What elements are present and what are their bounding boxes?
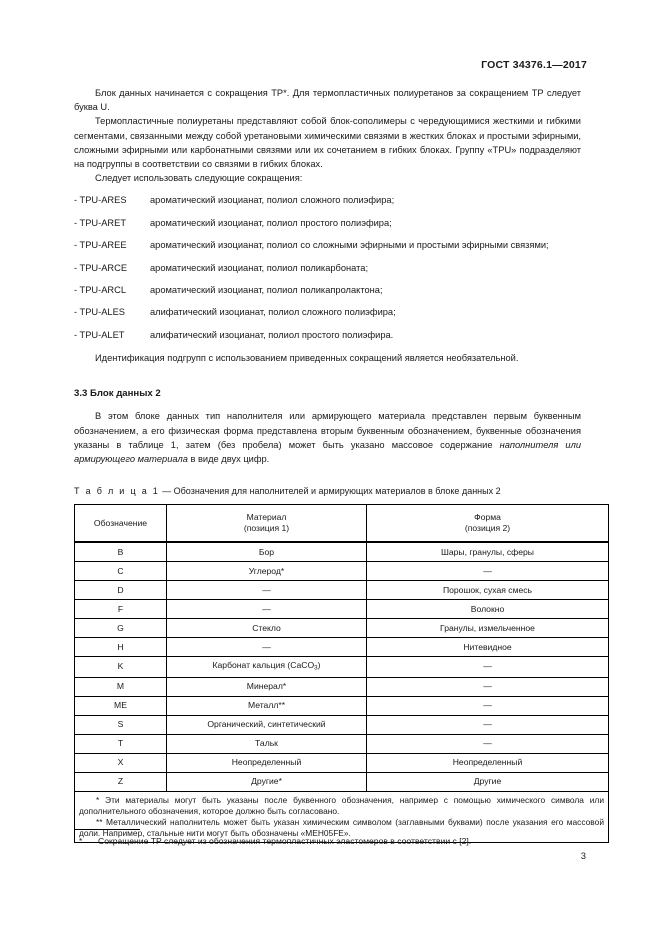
table-row xyxy=(75,562,609,581)
column-header-line1: Форма xyxy=(474,512,501,523)
cell-form: — xyxy=(367,677,609,696)
cell-code: K xyxy=(75,657,167,677)
table-row xyxy=(75,734,609,753)
cell-code: T xyxy=(75,734,167,753)
list-item xyxy=(74,284,581,297)
abbreviation-code: - TPU-ARCE xyxy=(74,262,128,273)
cell-form: — xyxy=(367,715,609,734)
list-item xyxy=(74,239,581,252)
paragraph-identification-optional: Идентификация подгрупп с использованием приведенных сокращений является необязательной. xyxy=(95,353,519,364)
paragraph-tpu-description: Термопластичные полиуретаны представляют собой блок-сополимеры с чередующимися жесткими и гибкими сегментами, связанными между собой уретановыми химическими связями в жестких блоках и простыми эфирными, сложными эфирными или карбонатными связями или их сочетанием в гибких блоках. Группу «TPU» подразделяют на подгруппы в соответствии со связями в гибких блоках. xyxy=(74,116,581,170)
cell-form: Нитевидное xyxy=(367,638,609,657)
paragraph-section-3-3-body xyxy=(74,409,581,466)
footnote-text: Сокращение TP следует из обозначения термопластичных эластомеров в соответствии с [2]. xyxy=(98,836,472,846)
column-header-line2: (позиция 1) xyxy=(243,523,290,534)
list-item xyxy=(74,262,581,275)
abbreviation-code: - TPU-ALES xyxy=(74,307,125,318)
column-header-line2: (позиция 2) xyxy=(464,523,511,534)
table-row xyxy=(75,581,609,600)
cell-material: Минерал* xyxy=(167,677,367,696)
table-row xyxy=(75,619,609,638)
cell-code: X xyxy=(75,753,167,772)
document-body xyxy=(74,86,604,843)
paragraph-text-part1: В этом блоке данных тип наполнителя или армирующего материала представлен первым буквенным обозначением, а его физическая форма представлена вторым буквенным обозначением, буквенные обозначения указаны в таблице 1, затем (без пробела) может быть указано массовое содержание xyxy=(74,411,581,450)
footnote-marker: * xyxy=(79,836,83,846)
table-note-double-asterisk: ** Металлический наполнитель может быть указан химическим символом (заглавными буквами) после указания его массовой доли. Например, стальные нити могут быть обозначены «MEH05FE». xyxy=(79,816,604,838)
cell-form: Неопределенный xyxy=(367,753,609,772)
cell-material: — xyxy=(167,638,367,657)
table-body xyxy=(75,542,609,842)
cell-form: — xyxy=(367,696,609,715)
paragraph-data-block-intro: Блок данных начинается с сокращения TP*. Для термопластичных полиуретанов за сокращением TP следует буква U. xyxy=(74,88,581,113)
footnote-separator-rule xyxy=(74,829,140,830)
table-row xyxy=(75,753,609,772)
cell-code: H xyxy=(75,638,167,657)
cell-material: Бор xyxy=(167,542,367,562)
cell-code: M xyxy=(75,677,167,696)
abbreviation-description: ароматический изоцианат, полиол со сложными эфирными и простыми эфирными связями; xyxy=(150,240,549,251)
cell-form: Порошок, сухая смесь xyxy=(367,581,609,600)
abbreviation-code: - TPU-ARET xyxy=(74,217,126,228)
cell-code: ME xyxy=(75,696,167,715)
section-heading-3-3: 3.3 Блок данных 2 xyxy=(74,388,161,400)
cell-material: Неопределенный xyxy=(167,753,367,772)
table-row xyxy=(75,542,609,562)
paragraph-text-italic: наполнителя или армирующего материала xyxy=(74,439,581,464)
table-row xyxy=(75,600,609,619)
list-item xyxy=(74,306,581,319)
cell-form: — xyxy=(367,562,609,581)
paragraph-text-part2: в виде двух цифр. xyxy=(187,453,270,464)
page-number: 3 xyxy=(580,850,586,861)
table-row xyxy=(75,715,609,734)
cell-material: Стекло xyxy=(167,619,367,638)
cell-code: B xyxy=(75,542,167,562)
cell-form: Волокно xyxy=(367,600,609,619)
cell-code: S xyxy=(75,715,167,734)
cell-code: D xyxy=(75,581,167,600)
cell-code: G xyxy=(75,619,167,638)
cell-form: Шары, гранулы, сферы xyxy=(367,542,609,562)
table-row xyxy=(75,638,609,657)
cell-form: — xyxy=(367,657,609,677)
table-caption-label: Т а б л и ц а 1 xyxy=(74,486,160,497)
fillers-designation-table xyxy=(74,504,609,842)
list-item xyxy=(74,329,581,342)
cell-code: C xyxy=(75,562,167,581)
table-note-single-asterisk: * Эти материалы могут быть указаны после буквенного обозначения, например с помощью химического символа или дополнительного обозначения, которое должно быть согласовано. xyxy=(79,794,604,816)
column-header-line1: Материал xyxy=(246,512,287,523)
cell-material: Органический, синтетический xyxy=(167,715,367,734)
cell-code: Z xyxy=(75,772,167,791)
abbreviation-code: - TPU-ARES xyxy=(74,195,127,206)
document-header-standard-number: ГОСТ 34376.1—2017 xyxy=(481,59,587,71)
cell-material: Тальк xyxy=(167,734,367,753)
cell-material: Углерод* xyxy=(167,562,367,581)
abbreviation-description: ароматический изоцианат, полиол простого полиэфира; xyxy=(150,217,392,228)
paragraph-use-abbreviations: Следует использовать следующие сокращения: xyxy=(95,173,303,184)
cell-material: Другие* xyxy=(167,772,367,791)
list-item xyxy=(74,217,581,230)
column-header-line1: Обозначение xyxy=(93,517,148,528)
cell-form: — xyxy=(367,734,609,753)
cell-form: Другие xyxy=(367,772,609,791)
abbreviation-description: алифатический изоцианат, полиол простого полиэфира. xyxy=(150,329,394,340)
column-header-material xyxy=(167,505,367,543)
table-caption xyxy=(74,485,581,498)
table-header-row xyxy=(75,505,609,543)
cell-material: Карбонат кальция (CaCO$_3$) xyxy=(167,657,367,677)
cell-material: — xyxy=(167,581,367,600)
abbreviation-description: ароматический изоцианат, полиол поликапролактона; xyxy=(150,284,383,295)
column-header-form xyxy=(367,505,609,543)
table-caption-dash: — xyxy=(162,486,172,497)
abbreviation-list xyxy=(74,194,581,341)
table-caption-text: Обозначения для наполнителей и армирующих материалов в блоке данных 2 xyxy=(173,486,501,497)
table-row xyxy=(75,696,609,715)
cell-material: Металл** xyxy=(167,696,367,715)
list-item xyxy=(74,194,581,207)
column-header-designation xyxy=(75,505,167,543)
table-row xyxy=(75,677,609,696)
cell-code: F xyxy=(75,600,167,619)
footnote-row xyxy=(74,835,581,847)
page-footnote xyxy=(74,829,581,847)
abbreviation-code: - TPU-ARCL xyxy=(74,284,126,295)
table-row xyxy=(75,657,609,677)
abbreviation-description: алифатический изоцианат, полиол сложного полиэфира; xyxy=(150,307,396,318)
abbreviation-code: - TPU-ALET xyxy=(74,329,125,340)
cell-material: — xyxy=(167,600,367,619)
cell-form: Гранулы, измельченное xyxy=(367,619,609,638)
abbreviation-description: ароматический изоцианат, полиол поликарбоната; xyxy=(150,262,369,273)
abbreviation-code: - TPU-AREE xyxy=(74,240,127,251)
abbreviation-description: ароматический изоцианат, полиол сложного полиэфира; xyxy=(150,195,395,206)
table-row xyxy=(75,772,609,791)
table-head xyxy=(75,505,609,543)
